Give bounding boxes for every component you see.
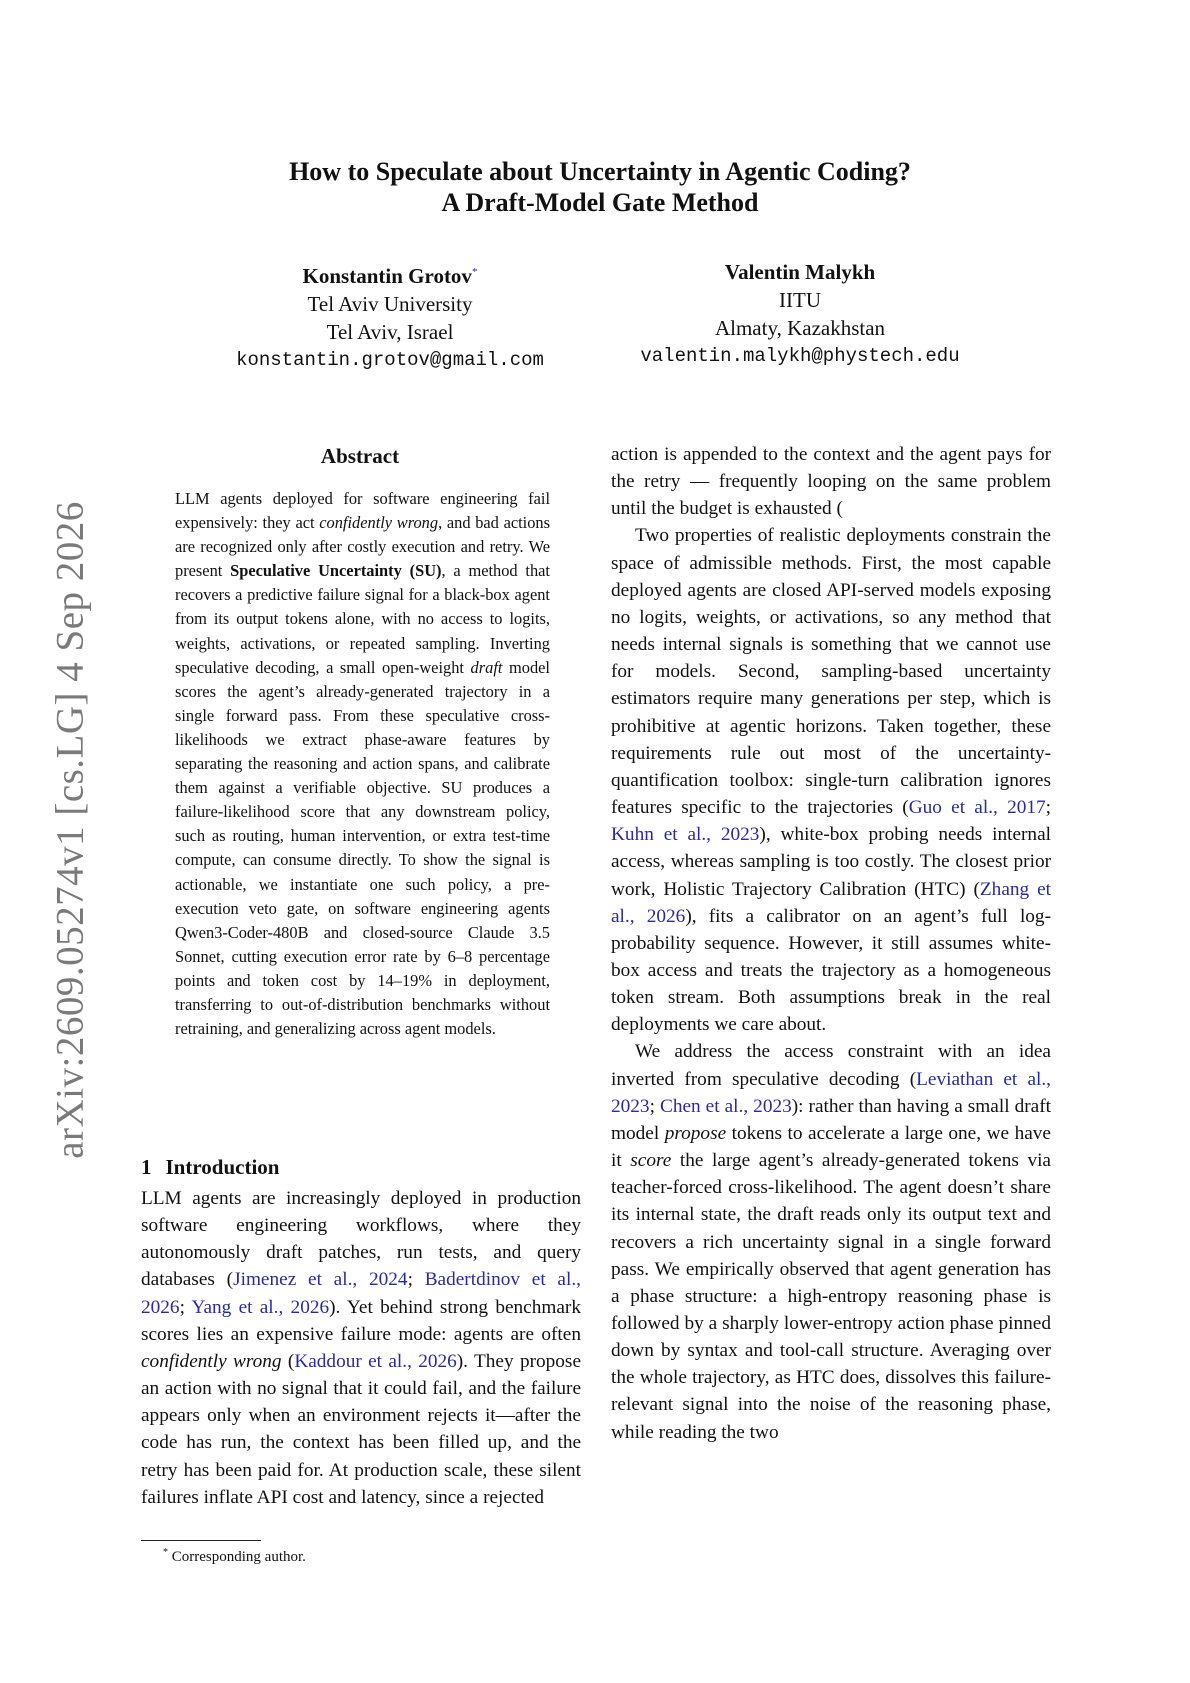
citation-link[interactable]: Zhang et al., 2026	[611, 878, 1051, 927]
title-line-2: A Draft-Model Gate Method	[441, 188, 759, 217]
author-block-2	[620, 258, 980, 370]
footnote: * Corresponding author.	[163, 1547, 306, 1565]
citation-link[interactable]: Yang et al., 2026	[191, 1296, 330, 1318]
author-location: Almaty, Kazakhstan	[714, 316, 886, 340]
paper-title	[150, 156, 1050, 218]
intro-paragraph-3: We address the access constraint with an idea inverted from speculative decoding (Leviathan et al., 2023; Chen et al., 2023): rather than having a small draft model propose tokens to accelerate a large one, we have it score the large agent’s already-generated tokens via teacher-forced cross-likelihood. The agent doesn’t share its internal state, the draft reads only its output text and recovers a rich uncertainty signal in a single forward pass. We empirically observed that agent generation has a phase structure: a high-entropy reasoning phase is followed by a sharply lower-entropy action phase pinned down by syntax and tool-call structure. Averaging over the whole trajectory, as HTC does, dissolves this failure-relevant signal into the noise of the reasoning phase, while reading the two	[611, 1041, 1052, 1443]
arxiv-id: arXiv:2609.05274v1 [cs.LG] 4 Sep 2026	[48, 501, 92, 1159]
author-email: valentin.malykh@phystech.edu	[640, 345, 960, 367]
citation-link[interactable]: Guo et al., 2017	[908, 797, 1046, 819]
citation-link[interactable]: Kuhn et al., 2023	[611, 824, 760, 846]
section-heading-introduction: 1 Introduction	[141, 1155, 280, 1179]
author-name: Valentin Malykh	[724, 260, 876, 284]
citation-link[interactable]: Badertdinov et al., 2026	[141, 1269, 581, 1318]
abstract-heading: Abstract	[320, 444, 400, 468]
title-line-1: How to Speculate about Uncertainty in Agentic Coding?	[289, 157, 911, 186]
intro-paragraph-2: Two properties of realistic deployments constrain the space of admissible methods. First, the most capable deployed agents are closed API-served models exposing no logits, weights, or activations, so any method that needs internal signals is something that we cannot use for models. Second, sampling-based uncertainty estimators require many generations per step, which is prohibitive at agentic horizons. Taken together, these requirements rule out most of the uncertainty-quantification toolbox: single-turn calibration ignores features specific to the trajectories (Guo et al., 2017; Kuhn et al., 2023), white-box probing needs internal access, whereas sampling is too costly. The closest prior work, Holistic Trajectory Calibration (HTC) (Zhang et al., 2026), fits a calibrator on an agent’s full log-probability sequence. However, it still assumes white-box access and treats the trajectory as a homogeneous token stream. Both assumptions break in the real deployments we care about.	[611, 525, 1051, 1036]
abstract-body: LLM agents deployed for software engineering fail expensively: they act confidently wrong, and bad actions are recognized only after costly execution and retry. We present Speculative Uncertainty (SU), a method that recovers a predictive failure signal for a black-box agent from its output tokens alone, with no access to logits, weights, activations, or repeated sampling. Inverting speculative decoding, a small open-weight draft model scores the agent’s already-generated trajectory in a single forward pass. From these speculative cross-likelihoods we extract phase-aware features by separating the reasoning and action spans, and calibrate them against a verifiable objective. SU produces a failure-likelihood score that any downstream policy, such as routing, human intervention, or extra test-time compute, can consume directly. To show the signal is actionable, we instantiate one such policy, a pre-execution veto gate, on software engineering agents Qwen3-Coder-480B and closed-source Claude 3.5 Sonnet, cutting execution error rate by 6–8 percentage points and token cost by 14–19% in deployment, transferring to out-of-distribution benchmarks without retraining, and generalizing across agent models.	[175, 489, 550, 1039]
author-affiliation: IITU	[779, 288, 821, 312]
corresponding-mark[interactable]: *	[471, 266, 478, 278]
citation-link[interactable]: Jimenez et al., 2024	[233, 1269, 408, 1291]
left-column	[141, 1185, 581, 1511]
author-name: Konstantin Grotov*	[302, 264, 478, 288]
intro-paragraph-1: LLM agents are increasingly deployed in production software engineering workflows, where they autonomously draft patches, run tests, and query databases (Jimenez et al., 2024; Badertdinov et al., 2026; Yang et al., 2026). Yet behind strong benchmark scores lies an expensive failure mode: agents are often confidently wrong (Kaddour et al., 2026). They propose an action with no signal that it could fail, and the failure appears only when an environment rejects it—after the code has run, the context has been filled up, and the retry has been paid for. At production scale, these silent failures inflate API cost and latency, since a rejected	[141, 1188, 582, 1508]
citation-link[interactable]: Leviathan et al., 2023	[611, 1068, 1052, 1117]
author-email: konstantin.grotov@gmail.com	[236, 349, 544, 371]
footnote-rule	[141, 1540, 261, 1541]
citation-link[interactable]: Kaddour et al., 2026	[294, 1350, 457, 1372]
author-affiliation: Tel Aviv University	[307, 292, 473, 316]
arxiv-sidebar	[40, 470, 100, 1190]
author-location: Tel Aviv, Israel	[326, 320, 454, 344]
intro-paragraph-1-continued: action is appended to the context and the agent pays for the retry — frequently looping on the same problem until the budget is exhausted (	[611, 444, 1052, 520]
right-column	[611, 441, 1051, 1446]
author-block-1	[220, 258, 560, 374]
citation-link[interactable]: Chen et al., 2023	[659, 1095, 792, 1117]
